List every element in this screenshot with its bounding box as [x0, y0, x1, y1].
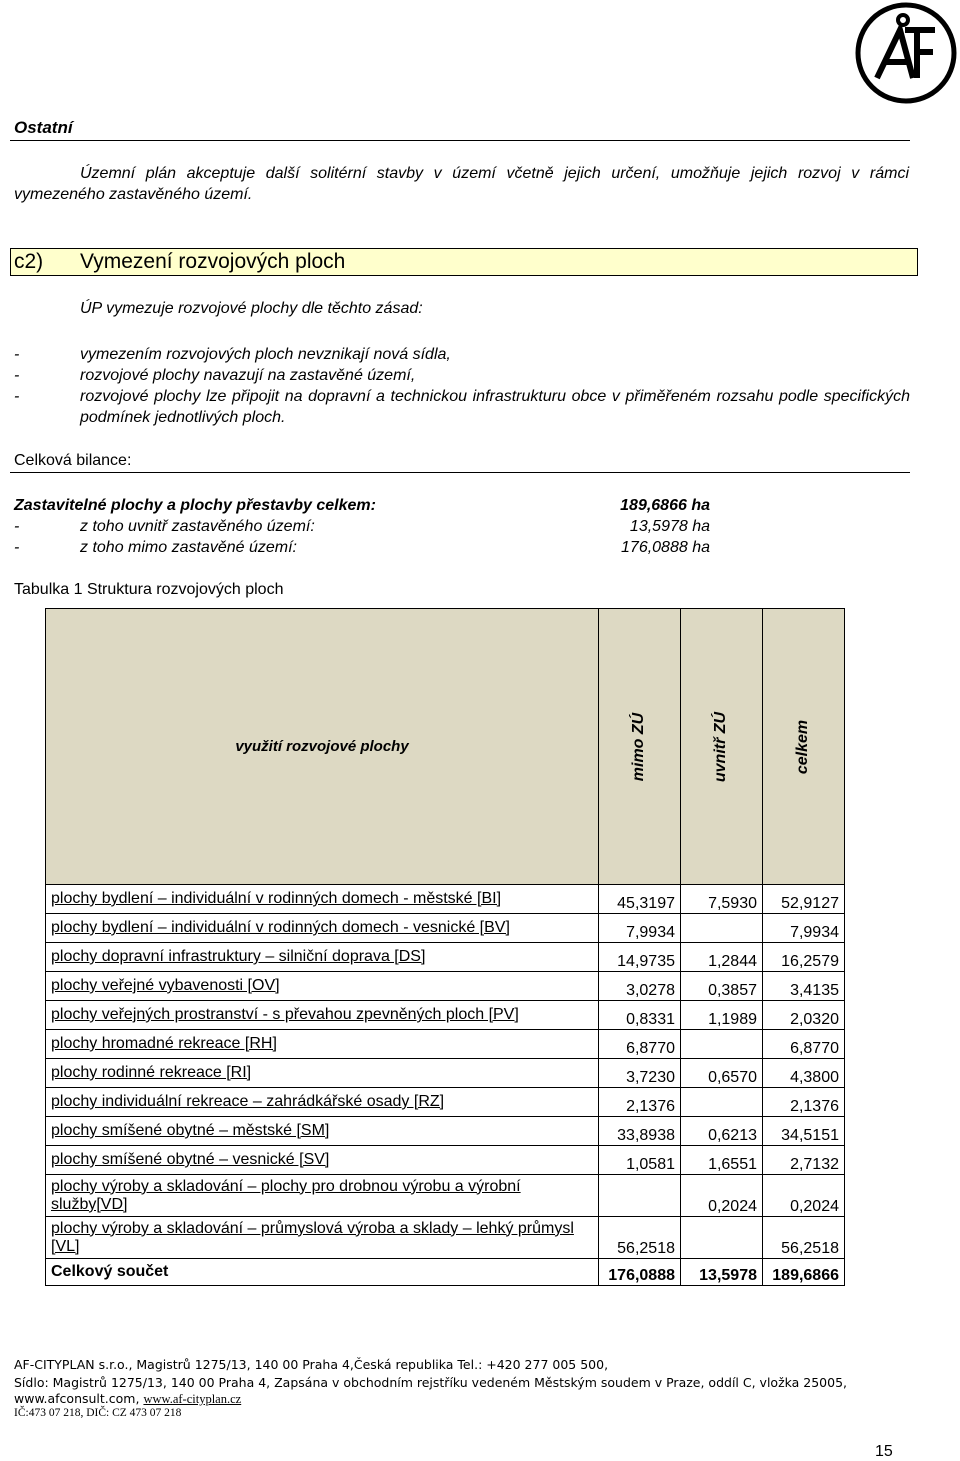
bilance-outside-label: z toho mimo zastavěné území: — [80, 539, 297, 556]
table-caption: Tabulka 1 Struktura rozvojových ploch — [14, 581, 284, 598]
table-row — [46, 1059, 845, 1088]
bullet-item: vymezením rozvojových ploch nevznikají nová sídla, — [80, 346, 451, 363]
bilance-total-label: Zastavitelné plochy a plochy přestavby celkem: — [14, 497, 376, 514]
table-row — [46, 1117, 845, 1146]
footer-web — [14, 1391, 241, 1407]
row-total: 0,2024 — [763, 1175, 845, 1217]
bilance-inside-value: 13,5978 ha — [629, 518, 710, 535]
row-name: plochy veřejné vybavenosti [OV] — [46, 972, 599, 1001]
row-inside: 0,2024 — [681, 1175, 763, 1217]
footer-registration: Sídlo: Magistrů 1275/13, 140 00 Praha 4, Zapsána v obchodním rejstříku vedeném Městským soudem v Praze, oddíl C, vložka 25005, — [14, 1375, 848, 1390]
row-name: plochy dopravní infrastruktury – silniční doprava [DS] — [46, 943, 599, 972]
total-total: 189,6866 — [763, 1259, 845, 1286]
row-total: 56,2518 — [763, 1217, 845, 1259]
row-total: 2,7132 — [763, 1146, 845, 1175]
row-name: plochy individuální rekreace – zahrádkářské osady [RZ] — [46, 1088, 599, 1117]
row-total: 34,5151 — [763, 1117, 845, 1146]
bullet-dash: - — [14, 367, 20, 384]
row-total: 52,9127 — [763, 885, 845, 914]
table-row — [46, 972, 845, 1001]
row-name: plochy hromadné rekreace [RH] — [46, 1030, 599, 1059]
row-outside: 56,2518 — [599, 1217, 681, 1259]
bullet-dash: - — [14, 518, 20, 535]
divider — [10, 472, 910, 473]
row-inside — [681, 1217, 763, 1259]
row-inside: 1,1989 — [681, 1001, 763, 1030]
row-outside: 14,9735 — [599, 943, 681, 972]
table-row — [46, 1175, 845, 1217]
table-row — [46, 1217, 845, 1259]
bilance-total-value: 189,6866 ha — [620, 497, 710, 514]
total-inside: 13,5978 — [681, 1259, 763, 1286]
table-row — [46, 1030, 845, 1059]
row-outside: 6,8770 — [599, 1030, 681, 1059]
section-title-ostatni: Ostatní — [14, 118, 73, 137]
row-name: plochy bydlení – individuální v rodinných domech - vesnické [BV] — [46, 914, 599, 943]
row-name: plochy výroby a skladování – průmyslová výroba a sklady – lehký průmysl [VL] — [46, 1217, 599, 1259]
table-row — [46, 1088, 845, 1117]
bilance-inside-label: z toho uvnitř zastavěného území: — [80, 518, 315, 535]
row-name: plochy výroby a skladování – plochy pro drobnou výrobu a výrobní služby[VD] — [46, 1175, 599, 1217]
header-outside: mimo ZÚ — [599, 609, 681, 885]
table-row — [46, 885, 845, 914]
development-areas-table — [45, 608, 845, 1286]
page-number: 15 — [875, 1443, 893, 1460]
row-name: plochy smíšené obytné – vesnické [SV] — [46, 1146, 599, 1175]
header-inside: uvnitř ZÚ — [681, 609, 763, 885]
row-outside — [599, 1175, 681, 1217]
row-inside: 7,5930 — [681, 885, 763, 914]
table-total-row — [46, 1259, 845, 1286]
footer-link-afcityplan[interactable]: www.af-cityplan.cz — [143, 1392, 242, 1406]
row-name: plochy bydlení – individuální v rodinných domech - městské [BI] — [46, 885, 599, 914]
row-outside: 1,0581 — [599, 1146, 681, 1175]
bilance-outside-value: 176,0888 ha — [621, 539, 710, 556]
row-name: plochy rodinné rekreace [RI] — [46, 1059, 599, 1088]
bullet-dash: - — [14, 388, 20, 405]
footer-link-afconsult[interactable]: www.afconsult.com, — [14, 1391, 140, 1406]
c2-number: c2) — [14, 250, 44, 273]
row-inside — [681, 1088, 763, 1117]
bullet-dash: - — [14, 346, 20, 363]
table-header-row — [46, 609, 845, 885]
row-total: 2,1376 — [763, 1088, 845, 1117]
header-total: celkem — [763, 609, 845, 885]
company-logo — [855, 2, 957, 104]
row-inside: 0,6570 — [681, 1059, 763, 1088]
table-row — [46, 943, 845, 972]
table-row — [46, 1001, 845, 1030]
bullet-dash: - — [14, 539, 20, 556]
row-total: 6,8770 — [763, 1030, 845, 1059]
footer-address: AF-CITYPLAN s.r.o., Magistrů 1275/13, 140 00 Praha 4,Česká republika Tel.: +420 277 005 500, — [14, 1357, 609, 1372]
row-inside: 0,6213 — [681, 1117, 763, 1146]
row-inside — [681, 914, 763, 943]
row-total: 4,3800 — [763, 1059, 845, 1088]
row-inside — [681, 1030, 763, 1059]
c2-intro: ÚP vymezuje rozvojové plochy dle těchto zásad: — [80, 300, 423, 317]
ostatni-paragraph: Územní plán akceptuje další solitérní stavby v území včetně jejich určení, umožňuje jejich rozvoj v rámci vymezeného zastavěného území. — [14, 165, 909, 203]
bullet-item: rozvojové plochy lze připojit na dopravní a technickou infrastrukturu obce v přiměřeném rozsahu podle specifických podmínek jednotlivých ploch. — [80, 388, 910, 426]
divider — [10, 140, 910, 141]
row-outside: 7,9934 — [599, 914, 681, 943]
row-name: plochy smíšené obytné – městské [SM] — [46, 1117, 599, 1146]
row-inside: 0,3857 — [681, 972, 763, 1001]
row-outside: 3,0278 — [599, 972, 681, 1001]
header-usage: využití rozvojové plochy — [46, 609, 599, 885]
row-outside: 33,8938 — [599, 1117, 681, 1146]
total-outside: 176,0888 — [599, 1259, 681, 1286]
footer-ids: IČ:473 07 218, DIČ: CZ 473 07 218 — [14, 1407, 182, 1419]
row-outside: 3,7230 — [599, 1059, 681, 1088]
table-row — [46, 1146, 845, 1175]
row-inside: 1,6551 — [681, 1146, 763, 1175]
row-outside: 0,8331 — [599, 1001, 681, 1030]
row-outside: 2,1376 — [599, 1088, 681, 1117]
row-total: 2,0320 — [763, 1001, 845, 1030]
c2-title: Vymezení rozvojových ploch — [80, 250, 346, 273]
row-total: 3,4135 — [763, 972, 845, 1001]
row-inside: 1,2844 — [681, 943, 763, 972]
row-name: plochy veřejných prostranství - s převahou zpevněných ploch [PV] — [46, 1001, 599, 1030]
row-total: 7,9934 — [763, 914, 845, 943]
total-label: Celkový součet — [46, 1259, 599, 1286]
table-row — [46, 914, 845, 943]
bilance-heading: Celková bilance: — [14, 452, 132, 469]
bullet-item: rozvojové plochy navazují na zastavěné území, — [80, 367, 416, 384]
row-outside: 45,3197 — [599, 885, 681, 914]
row-total: 16,2579 — [763, 943, 845, 972]
